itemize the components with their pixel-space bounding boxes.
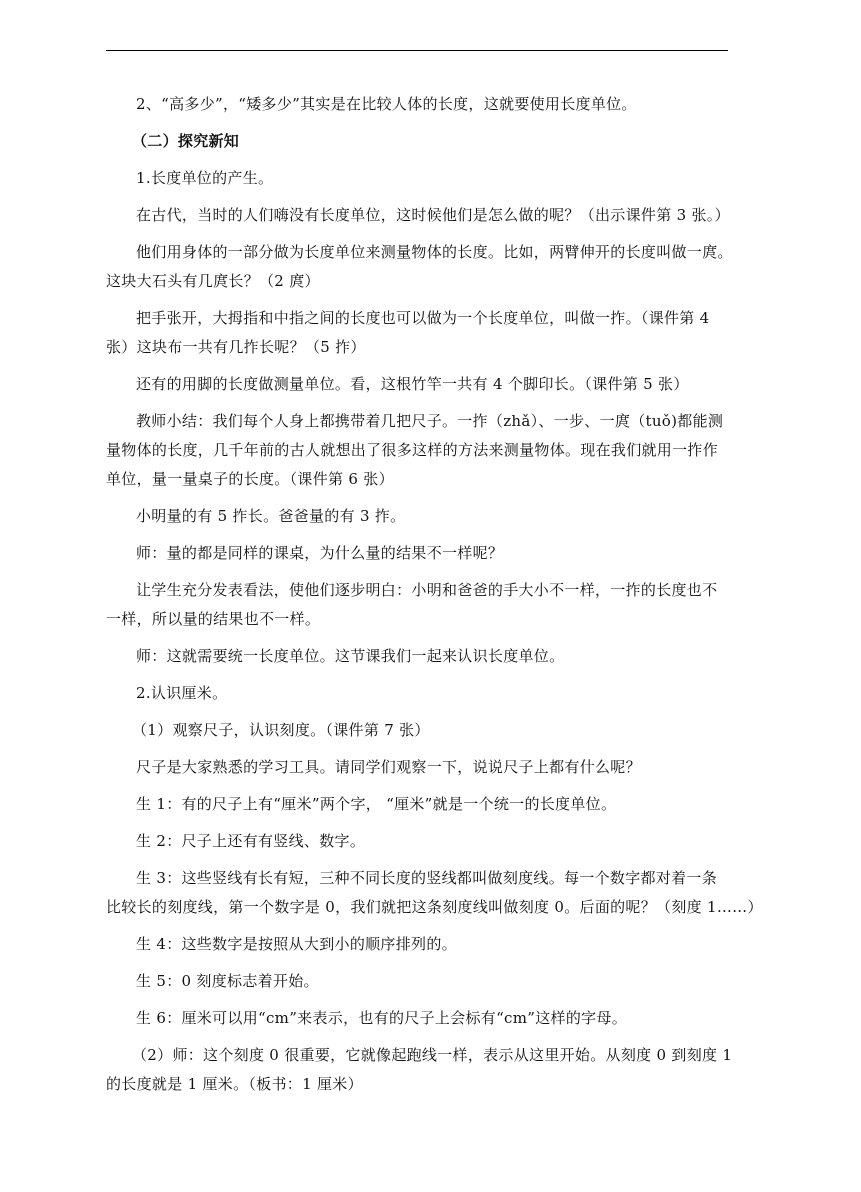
header-rule — [106, 50, 728, 51]
paragraph-line: 的长度就是 1 厘米。（板书：1 厘米） — [106, 1075, 363, 1093]
paragraph-line: （1）观察尺子，认识刻度。（课件第 7 张） — [132, 721, 430, 739]
paragraph-line: 生 5：0 刻度标志着开始。 — [136, 972, 319, 990]
paragraph-line: 比较长的刻度线，第一个数字是 0，我们就把这条刻度线叫做刻度 0。后面的呢？（刻度 1……） — [106, 898, 763, 916]
document-body — [106, 90, 763, 1099]
paragraph-line: 师：这就需要统一长度单位。这节课我们一起来认识长度单位。 — [136, 647, 565, 665]
paragraph-line: 在古代，当时的人们嗨没有长度单位，这时候他们是怎么做的呢？（出示课件第 3 张。） — [136, 206, 730, 224]
paragraph-line: 生 1：有的尺子上有“厘米”两个字， “厘米”就是一个统一的长度单位。 — [136, 795, 617, 813]
section-heading: （二）探究新知 — [132, 132, 240, 150]
paragraph-line: 小明量的有 5 拃长。爸爸量的有 3 拃。 — [136, 507, 406, 525]
paragraph-line: 尺子是大家熟悉的学习工具。请同学们观察一下，说说尺子上都有什么呢？ — [136, 758, 641, 776]
paragraph-line: 生 6：厘米可以用“cm”来表示，也有的尺子上会标有“cm”这样的字母。 — [136, 1009, 628, 1027]
paragraph-line: 把手张开，大拇指和中指之间的长度也可以做为一个长度单位，叫做一拃。（课件第 4 — [136, 309, 710, 327]
paragraph-line: （2）师：这个刻度 0 很重要，它就像起跑线一样，表示从这里开始。从刻度 0 到刻度 1 — [132, 1046, 733, 1064]
paragraph-line: 生 2：尺子上还有有竖线、数字。 — [136, 832, 366, 850]
paragraph-line: 生 3：这些竖线有长有短，三种不同长度的竖线都叫做刻度线。每一个数字都对着一条 — [136, 869, 718, 887]
paragraph-line: 他们用身体的一部分做为长度单位来测量物体的长度。比如，两臂伸开的长度叫做一庹。 — [136, 243, 733, 261]
paragraph-line: 量物体的长度，几千年前的古人就想出了很多这样的方法来测量物体。现在我们就用一拃作 — [106, 441, 719, 459]
paragraph-line: 师：量的都是同样的课桌，为什么量的结果不一样呢？ — [136, 544, 504, 562]
paragraph-line: 一样，所以量的结果也不一样。 — [106, 610, 321, 628]
paragraph-line: 教师小结：我们每个人身上都携带着几把尺子。一拃（zhǎ）、一步、一庹（tuǒ)都能测 — [136, 412, 724, 430]
paragraph-line: 还有的用脚的长度做测量单位。看，这根竹竿一共有 4 个脚印长。（课件第 5 张） — [136, 375, 689, 393]
subsection-heading: 2.认识厘米。 — [136, 684, 228, 702]
paragraph-line: 让学生充分发表看法，使他们逐步明白：小明和爸爸的手大小不一样，一拃的长度也不 — [136, 581, 718, 599]
paragraph-line: 生 4：这些数字是按照从大到小的顺序排列的。 — [136, 935, 457, 953]
paragraph-line: 2、“高多少”，“矮多少”其实是在比较人体的长度，这就要使用长度单位。 — [136, 95, 637, 113]
paragraph-line: 这块大石头有几庹长？（2 庹） — [106, 272, 320, 290]
paragraph-line: 单位，量一量桌子的长度。（课件第 6 张） — [106, 470, 394, 488]
paragraph-line: 张）这块布一共有几拃长呢？（5 拃） — [106, 338, 366, 356]
subsection-heading: 1.长度单位的产生。 — [136, 169, 274, 187]
